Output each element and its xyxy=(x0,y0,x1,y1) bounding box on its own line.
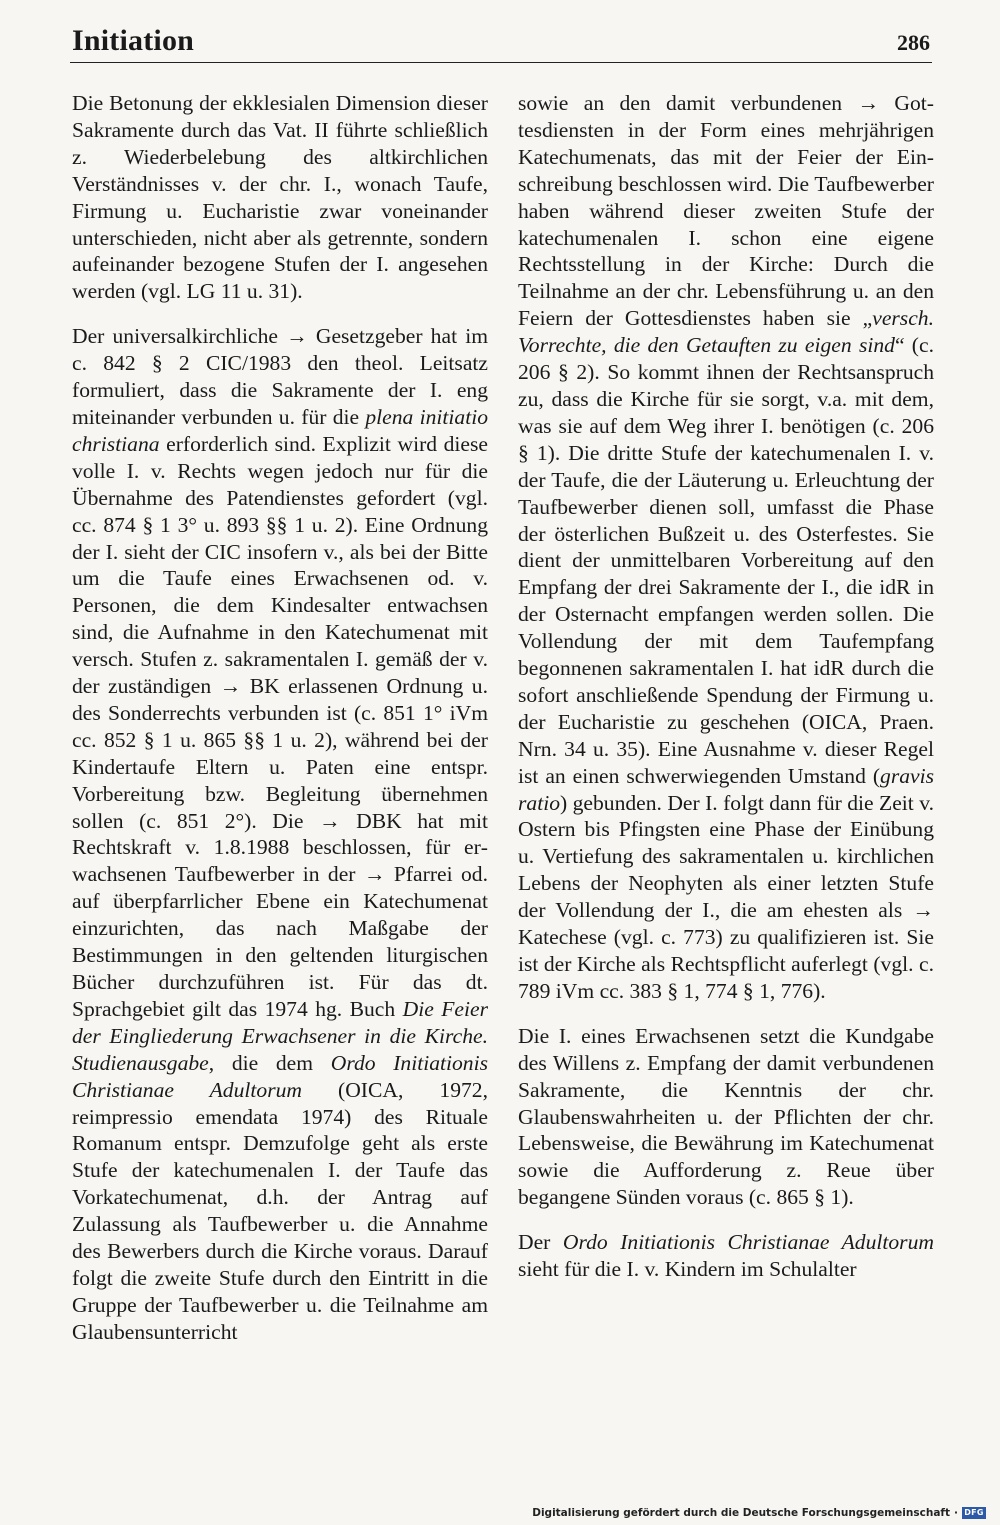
left-column xyxy=(72,90,488,1346)
running-title: Initiation xyxy=(72,24,195,57)
paragraph: sowie an den damit verbundenen → Gottesdiensten in der Form eines mehrjährigen Katechumenats, das mit der Feier der Einschreibung beschlossen wird. Die Taufbewerber haben während dieser zweiten Stufe der katechumenalen I. schon eine eigene Rechtsstellung in der Kirche: Durch die Teilnahme an der chr. Lebensführung u. an den Feiern der Gottesdienstes haben sie „versch. Vorrechte, die den Getauften zu eigen sind“ (c. 206 § 2). So kommt ihnen der Rechtsanspruch zu, dass die Kirche für sie sorgt, v.a. mit dem, was sie auf dem Weg ihrer I. benötigen (c. 206 § 1). Die dritte Stufe der katechumenalen I. v. der Taufe, die der Läuterung u. Erleuchtung der Taufbewerber dienen soll, umfasst die Phase der österlichen Bußzeit u. des Osterfestes. Sie dient der unmittelbaren Vorbereitung auf den Empfang der drei Sakramente der I., die idR in der Osternacht empfangen werden sollen. Die Vollendung der mit dem Taufempfang begonnenen sakramentalen I. hat idR durch die sofort anschließende Spendung der Firmung u. der Eucharistie zu geschehen (OICA, Praen. Nrn. 34 u. 35). Eine Ausnahme v. dieser Regel ist an einen schwerwiegenden Umstand (gravis ratio) gebunden. Der I. folgt dann für die Zeit v. Ostern bis Pfingsten eine Phase der Einübung u. Vertiefung des sakramentalen u. kirchlichen Lebens der Neophyten als einer letzten Stufe der Vollendung der I., die am ehesten als → Katechese (vgl. c. 773) zu qualifizieren ist. Sie ist der Kirche als Rechtspflicht auferlegt (vgl. c. 789 iVm cc. 383 § 1, 774 § 1, 776). xyxy=(518,91,934,1003)
footer-text: Digitalisierung gefördert durch die Deutsche Forschungsgemeinschaft xyxy=(532,1507,950,1519)
digitization-footer xyxy=(532,1507,986,1519)
right-column xyxy=(518,90,934,1283)
paragraph: Die I. eines Erwachsenen setzt die Kundgabe des Willens z. Empfang der damit verbundenen Sakramente, die Kenntnis der chr. Glaubenswahrheiten u. der Pflichten der chr. Lebensweise, die Bewährung im Katechumenat sowie die Aufforderung z. Reue über begangene Sünden voraus (c. 865 § 1). xyxy=(518,1023,934,1210)
paragraph: Der Ordo Initiationis Christianae Adultorum sieht für die I. v. Kindern im Schulalter xyxy=(518,1230,934,1282)
dfg-logo: DFG xyxy=(962,1507,986,1519)
page-header xyxy=(70,22,932,63)
paragraph: Der universalkirchliche → Gesetzgeber hat im c. 842 § 2 CIC/1983 den theol. Leitsatz formuliert, dass die Sakramente der I. eng miteinander verbunden u. für die plena initiatio christiana erforderlich sind. Explizit wird diese volle I. v. Rechts wegen jedoch nur für die Übernahme des Patendienstes gefordert (vgl. cc. 874 § 1 3° u. 893 §§ 1 u. 2). Eine Ordnung der I. sieht der CIC insofern v., als bei der Bitte um die Taufe eines Erwachsenen od. v. Personen, die dem Kindesalter entwachsen sind, die Aufnahme in den Katechumenat mit versch. Stufen z. sakramentalen I. gemäß der v. der zuständigen → BK erlassenen Ordnung u. des Sonderrechts verbunden ist (c. 851 1° iVm cc. 852 § 1 u. 865 §§ 1 u. 2), während bei der Kindertaufe Eltern u. Paten eine entspr. Vorbereitung bzw. Begleitung übernehmen sollen (c. 851 2°). Die → DBK hat mit Rechtskraft v. 1.8.1988 beschlossen, für erwachsenen Taufbewerber in der → Pfarrei od. auf überpfarrlicher Ebene ein Katechumenat einzurichten, das nach Maßgabe der Bestimmungen in den geltenden liturgischen Bücher durchzuführen ist. Für das dt. Sprachgebiet gilt das 1974 hg. Buch Die Feier der Eingliederung Erwachsener in die Kirche. Studienausgabe, die dem Ordo Initiationis Christianae Adultorum (OICA, 1972, reimpressio emendata 1974) des Rituale Romanum entspr. Demzufolge geht als erste Stufe der katechumenalen I. der Taufe das Vorkatechumenat, d.h. der Antrag auf Zulassung als Taufbewerber u. die Annahme des Bewerbers durch die Kirche voraus. Darauf folgt die zweite Stufe durch den Eintritt in die Gruppe der Taufbewerber u. die Teilnahme am Glaubensunterricht xyxy=(72,324,488,1344)
paragraph: Die Betonung der ekklesialen Dimension dieser Sakramente durch das Vat. II führte schließlich z. Wiederbelebung des altkirchlichen Verständnisses v. der chr. I., wonach Taufe, Firmung u. Eucharistie zwar voneinander unterschieden, nicht aber als getrennte, sondern aufeinander bezogene Stufen der I. angesehen werden (vgl. LG 11 u. 31). xyxy=(72,91,488,304)
separator-dot: · xyxy=(954,1507,958,1519)
page-number: 286 xyxy=(897,30,930,55)
